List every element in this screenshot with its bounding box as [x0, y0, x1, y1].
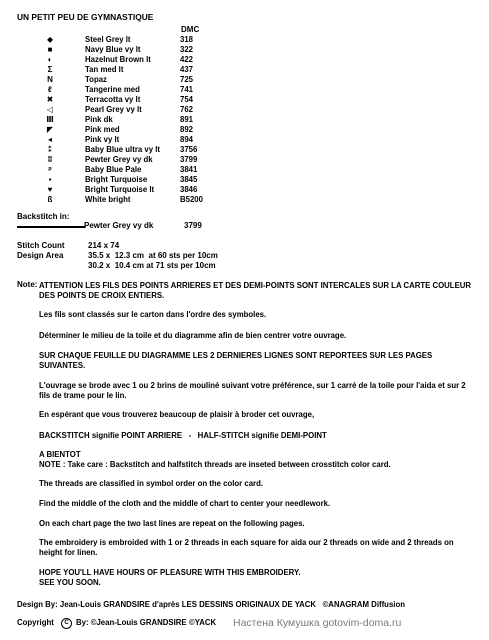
dmc-code: 437 — [180, 65, 194, 74]
thread-color-name: Baby Blue ultra vy lt — [85, 145, 160, 154]
stitch-symbol-icon: ◁ — [46, 105, 54, 114]
thread-color-name: Pewter Grey vy dk — [85, 155, 153, 164]
design-credit: Design By: Jean-Louis GRANDSIRE d'après LES DESSINS ORIGINAUX DE YACK ©ANAGRAM Diffusion — [17, 600, 405, 609]
copyright-by: By: ©Jean-Louis GRANDSIRE — [76, 618, 187, 627]
backstitch-line-sample — [17, 226, 85, 228]
backstitch-dmc-code: 3799 — [184, 221, 202, 230]
note-paragraph: ATTENTION LES FILS DES POINTS ARRIERES ET DES DEMI-POINTS SONT INTERCALES SUR LA CARTE COULEUR DES POINTS DE CROIX ENTIERS. — [39, 281, 472, 300]
dmc-code: 422 — [180, 55, 194, 64]
stitch-symbol-icon: ◂ — [47, 135, 52, 144]
page-title: UN PETIT PEU DE GYMNASTIQUE — [17, 12, 154, 22]
yack-credit: ©YACK — [189, 618, 217, 627]
dmc-code: 322 — [180, 45, 194, 54]
stitch-symbol-icon: ⬥ — [47, 35, 53, 44]
thread-color-name: Bright Turquoise lt — [85, 185, 155, 194]
copyright-label: Copyright — [17, 618, 54, 627]
thread-color-name: Navy Blue vy lt — [85, 45, 141, 54]
thread-color-name: Hazelnut Brown lt — [85, 55, 151, 64]
thread-color-name: Pink dk — [85, 115, 113, 124]
thread-color-name: Pink med — [85, 125, 120, 134]
note-paragraph: Find the middle of the cloth and the middle of chart to center your needlework. — [39, 499, 331, 508]
note-paragraph: NOTE : Take care : Backstitch and halfstitch threads are inseted between crosstitch color card. — [39, 460, 391, 469]
thread-color-name: Pearl Grey vy lt — [85, 105, 142, 114]
thread-color-name: Bright Turquoise — [85, 175, 148, 184]
dmc-code: 762 — [180, 105, 194, 114]
stitch-symbol-icon: ᵖ — [48, 165, 52, 174]
stitch-symbol-icon: ß — [47, 195, 53, 204]
stitch-symbol-icon: ◐ — [47, 55, 53, 64]
dmc-code: 741 — [180, 85, 194, 94]
stitch-symbol-icon: ʬ — [47, 155, 53, 164]
thread-color-name: Baby Blue Pale — [85, 165, 142, 174]
dmc-code: 3845 — [180, 175, 198, 184]
copyright-icon: C — [61, 618, 72, 629]
stitch-symbol-icon: Ⅲ — [46, 115, 54, 124]
stitch-symbol-icon: ♥ — [47, 185, 53, 194]
design-area-linen: 30.2 x 10.4 cm at 71 sts per 10cm — [88, 261, 216, 270]
note-paragraph: HOPE YOU'LL HAVE HOURS OF PLEASURE WITH THIS EMBROIDERY. — [39, 568, 301, 577]
note-paragraph: L'ouvrage se brode avec 1 ou 2 brins de mouliné suivant votre préférence, sur 1 carré de la toile pour l'aida et sur 2 fils de trame pour le lin. — [39, 381, 466, 400]
thread-color-name: Topaz — [85, 75, 107, 84]
note-paragraph: Les fils sont classés sur le carton dans l'ordre des symboles. — [39, 310, 267, 319]
stitch-symbol-icon: ◤ — [46, 125, 54, 134]
note-paragraph: The threads are classified in symbol order on the color card. — [39, 479, 264, 488]
note-paragraph: A BIENTOT — [39, 450, 81, 459]
color-key-row — [0, 106, 260, 116]
thread-color-name: Steel Grey lt — [85, 35, 131, 44]
design-area-label: Design Area — [17, 251, 64, 260]
dmc-column-header: DMC — [181, 25, 200, 34]
color-key-row — [0, 196, 260, 206]
stitch-count-label: Stitch Count — [17, 241, 65, 250]
note-paragraph: On each chart page the two last lines are repeat on the following pages. — [39, 519, 305, 528]
color-key-row — [0, 56, 260, 66]
thread-color-name: Pink vy lt — [85, 135, 120, 144]
color-key-row — [0, 186, 260, 196]
dmc-code: 3841 — [180, 165, 198, 174]
dmc-code: 318 — [180, 35, 194, 44]
color-key-row — [0, 126, 260, 136]
dmc-code: 3799 — [180, 155, 198, 164]
design-area-aida: 35.5 x 12.3 cm at 60 sts per 10cm — [88, 251, 218, 260]
stitch-symbol-icon: ⁑ — [47, 145, 53, 154]
thread-color-name: White bright — [85, 195, 131, 204]
note-paragraph: BACKSTITCH signifie POINT ARRIERE - HALF-STITCH signifie DEMI-POINT — [39, 431, 327, 440]
dmc-code: 3846 — [180, 185, 198, 194]
note-paragraph: En espérant que vous trouverez beaucoup de plaisir à broder cet ouvrage, — [39, 410, 315, 419]
stitch-symbol-icon: ▪ — [48, 175, 52, 184]
dmc-code: 754 — [180, 95, 194, 104]
thread-color-name: Tangerine med — [85, 85, 140, 94]
dmc-code: 894 — [180, 135, 194, 144]
stitch-symbol-icon: Σ — [47, 65, 53, 74]
color-key-row — [0, 116, 260, 126]
stitch-symbol-icon: ■ — [47, 45, 53, 54]
dmc-code: 725 — [180, 75, 194, 84]
dmc-code: 3756 — [180, 145, 198, 154]
stitch-count-value: 214 x 74 — [88, 241, 120, 250]
note-paragraph: SEE YOU SOON. — [39, 578, 101, 587]
thread-color-name: Tan med lt — [85, 65, 124, 74]
color-key-row — [0, 66, 260, 76]
stitch-symbol-icon: N — [47, 75, 53, 84]
note-paragraph: Déterminer le milieu de la toile et du diagramme afin de bien centrer votre ouvrage. — [39, 331, 347, 340]
dmc-code: 892 — [180, 125, 194, 134]
note-paragraph: The embroidery is embroided with 1 or 2 threads in each square for aida our 2 threads on wide and 2 threads on height for linen. — [39, 538, 454, 557]
dmc-code: B5200 — [180, 195, 203, 204]
stitch-symbol-icon: ✖ — [46, 95, 54, 104]
backstitch-color-name: Pewter Grey vy dk — [84, 221, 154, 230]
stitch-symbol-icon: ℓ — [48, 85, 52, 94]
backstitch-label: Backstitch in: — [17, 212, 70, 221]
dmc-code: 891 — [180, 115, 194, 124]
note-paragraph: SUR CHAQUE FEUILLE DU DIAGRAMME LES 2 DERNIERES LIGNES SONT REPORTEES SUR LES PAGES SUIVANTES. — [39, 351, 433, 370]
thread-color-name: Terracotta vy lt — [85, 95, 141, 104]
watermark: Настена Кумушка gotovim-doma.ru — [233, 617, 402, 629]
note-label: Note: — [17, 280, 38, 289]
